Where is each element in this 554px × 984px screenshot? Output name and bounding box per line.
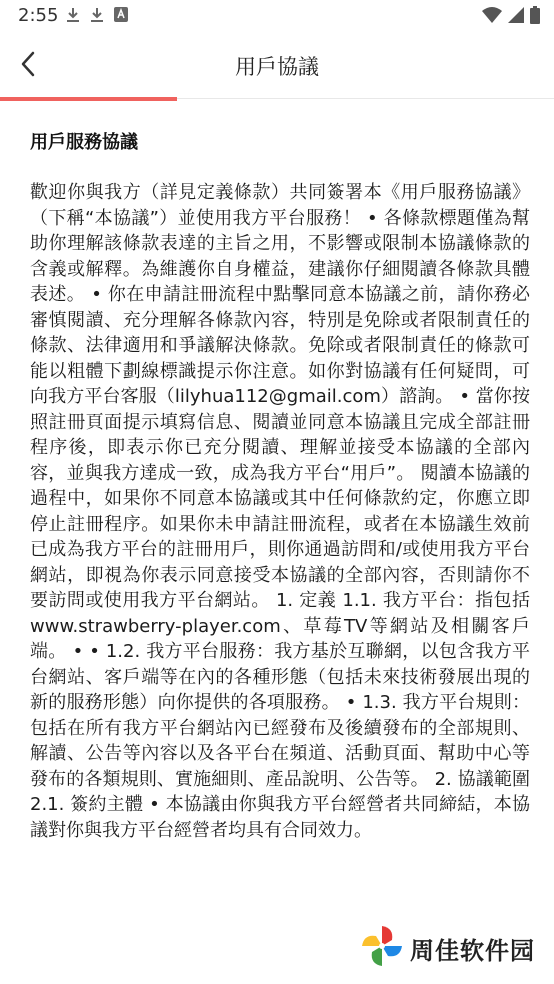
- watermark: [356, 920, 548, 976]
- battery-icon: [530, 6, 540, 24]
- pinwheel-logo-icon: [356, 922, 406, 974]
- system-icons: [482, 6, 540, 24]
- status-bar: [0, 0, 554, 32]
- loading-progress-bar: [0, 97, 554, 101]
- agreement-body-text: 歡迎你與我方（詳見定義條款）共同簽署本《用戶服務協議》（下稱“本協議”）並使用我方平台服務！ • 各條款標題僅為幫助你理解該條款表達的主旨之用，不影響或限制本協議條款的含義或解釋。為維護你自身權益，建議你仔細閱讀各條款具體表述。 • 你在申請註冊流程中點擊同意本協議之前，請你務必審慎閱讀、充分理解各條款內容，特別是免除或者限制責任的條款、法律適用和爭議解決條款。免除或者限制責任的條款可能以粗體下劃線標識提示你注意。如你對協議有任何疑問，可向我方平台客服（lilyhua112@gmail.com）諮詢。 • 當你按照註冊頁面提示填寫信息、閱讀並同意本協議且完成全部註冊程序後，即表示你已充分閱讀、理解並接受本協議的全部內容，並與我方達成一致，成為我方平台“用戶”。 閱讀本協議的過程中，如果你不同意本協議或其中任何條款約定，你應立即停止註冊程序。如果你未申請註冊流程，或者在本協議生效前已成為我方平台的註冊用戶，則你通過訪問和/或使用我方平台網站，即視為你表示同意接受本協議的全部內容，否則請你不要訪問或使用我方平台網站。 1. 定義 1.1. 我方平台：指包括www.strawberry-player.com、草莓TV等網站及相關客戶端。 • • 1.2. 我方平台服務：我方基於互聯網，以包含我方平台網站、客戶端等在內的各種形態（包括未來技術發展出現的新的服務形態）向你提供的各項服務。 • 1.3. 我方平台規則：包括在所有我方平台網站內已經發布及後續發布的全部規則、解讀、公告等內容以及各平台在頻道、活動頁面、幫助中心等發布的各類規則、實施細則、產品說明、公告等。 2. 協議範圍 2.1. 簽約主體 • 本協議由你與我方平台經營者共同締結，本協議對你與我方平台經營者均具有合同效力。: [30, 182, 530, 841]
- agreement-content: [30, 128, 530, 843]
- watermark-text: 周佳软件园: [410, 936, 535, 965]
- download-icon: [90, 7, 104, 23]
- section-title: 用戶服務協議: [30, 132, 138, 153]
- loading-progress-fill: [0, 97, 177, 101]
- page-title: 用戶協議: [235, 55, 319, 79]
- notification-icons: [66, 7, 128, 23]
- app-bar: [0, 32, 554, 99]
- status-time: 2:55: [18, 5, 59, 26]
- text-app-icon: [114, 7, 128, 23]
- wifi-icon: [482, 7, 502, 23]
- signal-icon: [508, 7, 524, 23]
- download-icon: [66, 7, 80, 23]
